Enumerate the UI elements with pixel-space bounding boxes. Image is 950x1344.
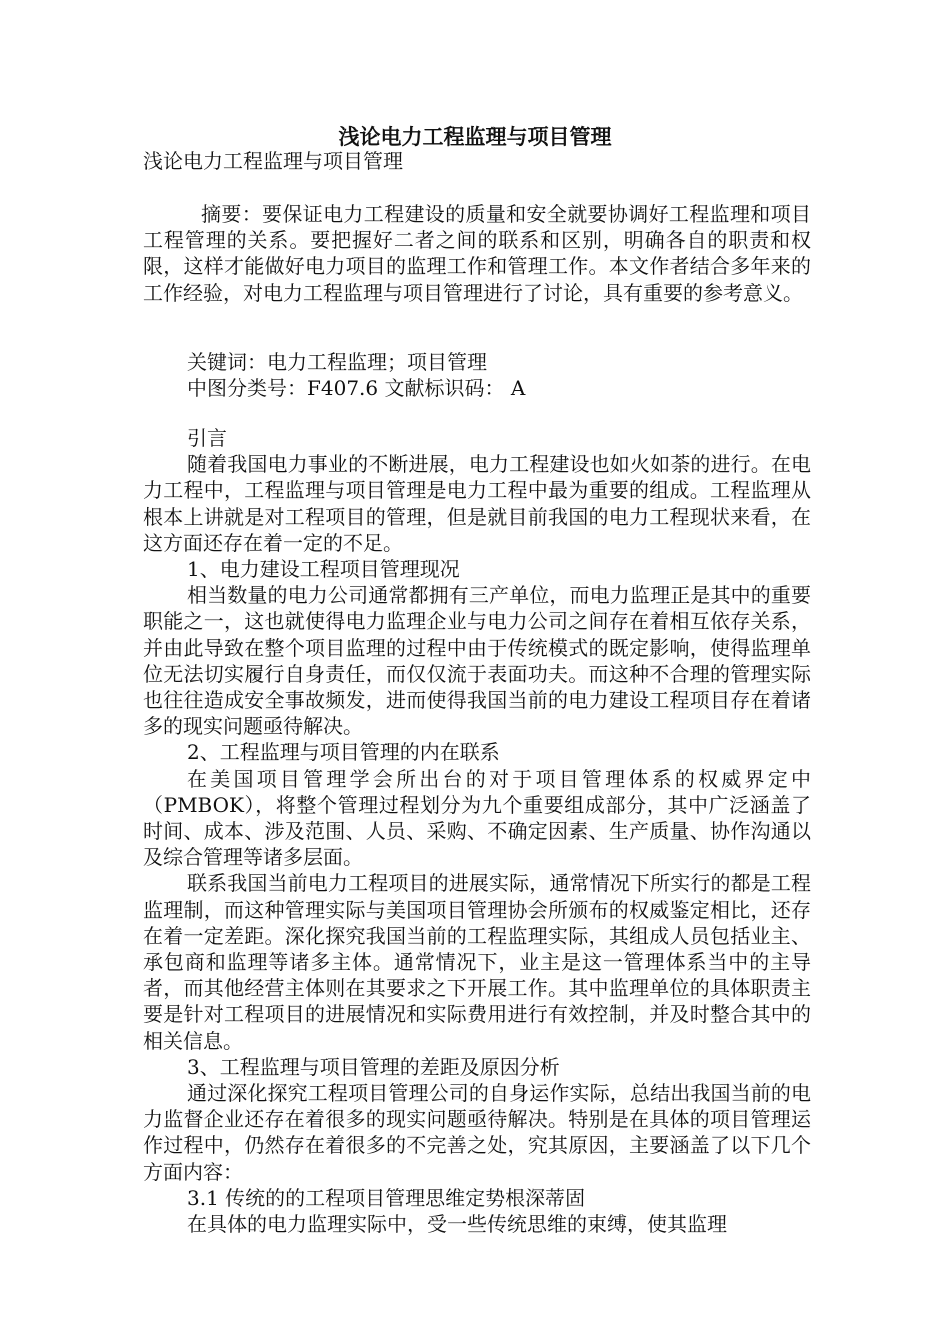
classification-line: 中图分类号：F407.6 文献标识码： A (187, 376, 526, 400)
intro-heading: 引言 (187, 426, 227, 450)
section-1-paragraph: 相当数量的电力公司通常都拥有三产单位，而电力监理正是其中的重要职能之一，这也就使得电力监理企业与电力公司之间存在着相互依存关系，并由此导致在整个项目监理的过程中由于传统模式的既定影响，使得监理单位无法切实履行自身责任，而仅仅流于表面功夫。而这种不合理的管理实际也往往造成安全事故频发，进而使得我国当前的电力建设工程项目存在着诸多的现实问题亟待解决。 (143, 583, 811, 739)
section-3-1-heading: 3.1 传统的的工程项目管理思维定势根深蒂固 (187, 1185, 586, 1210)
section-1-heading: 1、电力建设工程项目管理现况 (187, 557, 460, 582)
section-3-1-paragraph: 在具体的电力监理实际中，受一些传统思维的束缚，使其监理 (187, 1212, 727, 1237)
keywords-line: 关键词：电力工程监理；项目管理 (187, 350, 487, 374)
section-3-heading: 3、工程监理与项目管理的差距及原因分析 (187, 1054, 560, 1079)
main-body (143, 425, 811, 1237)
abstract-block (143, 201, 811, 306)
section-2-heading: 2、工程监理与项目管理的内在联系 (187, 740, 500, 765)
section-3-paragraph: 通过深化探究工程项目管理公司的自身运作实际，总结出我国当前的电力监督企业还存在着很多的现实问题亟待解决。特别是在具体的项目管理运作过程中，仍然存在着很多的不完善之处，究其原因，主要涵盖了以下几个方面内容： (143, 1081, 811, 1184)
section-2-paragraph-1: 在美国项目管理学会所出台的对于项目管理体系的权威界定中（PMBOK），将整个管理过程划分为九个重要组成部分，其中广泛涵盖了时间、成本、涉及范围、人员、采购、不确定因素、生产质量、协作沟通以及综合管理等诸多层面。 (143, 766, 811, 870)
abstract-paragraph: 摘要：要保证电力工程建设的质量和安全就要协调好工程监理和项目工程管理的关系。要把握好二者之间的联系和区别，明确各自的职责和权限，这样才能做好电力项目的监理工作和管理工作。本文作者结合多年来的工作经验，对电力工程监理与项目管理进行了讨论，具有重要的参考意义。 (143, 202, 811, 305)
document-title: 浅论电力工程监理与项目管理 (338, 124, 612, 149)
section-2-paragraph-2: 联系我国当前电力工程项目的进展实际，通常情况下所实行的都是工程监理制，而这种管理实际与美国项目管理协会所颁布的权威鉴定相比，还存在着一定差距。深化探究我国当前的工程监理实际，其组成人员包括业主、承包商和监理等诸多主体。通常情况下，业主是这一管理体系当中的主导者，而其他经营主体则在其要求之下开展工作。其中监理单位的具体职责主要是针对工程项目的进展情况和实际费用进行有效控制，并及时整合其中的相关信息。 (143, 871, 811, 1053)
document-subtitle: 浅论电力工程监理与项目管理 (143, 149, 403, 173)
intro-paragraph: 随着我国电力事业的不断进展，电力工程建设也如火如荼的进行。在电力工程中，工程监理与项目管理是电力工程中最为重要的组成。工程监理从根本上讲就是对工程项目的管理，但是就目前我国的电力工程现状来看，在这方面还存在着一定的不足。 (143, 452, 811, 555)
